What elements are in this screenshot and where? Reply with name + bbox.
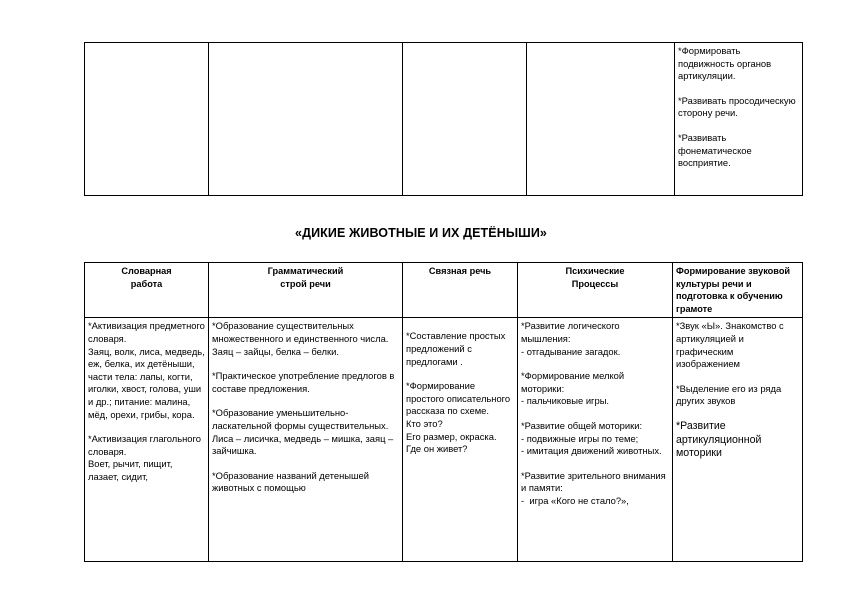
cell-text: *Формирование мелкой моторики: - пальчиковые игры.	[521, 370, 625, 407]
top-cell-2	[209, 43, 403, 196]
cell-text: *Развитие артикуляционной моторики	[676, 419, 765, 460]
top-cell-text: *Формировать подвижность органов артикуляции.	[678, 45, 774, 82]
top-cell-text: *Развивать просодическую сторону речи.	[678, 94, 799, 119]
top-cell-1	[85, 43, 209, 196]
cell-sound-culture	[673, 318, 803, 562]
cell-text: *Выделение его из ряда других звуков	[676, 382, 784, 407]
cell-mental-processes	[518, 318, 673, 562]
top-cell-text: *Развивать фонематическое восприятие.	[678, 131, 755, 169]
header-vocabulary: Словарная работа	[85, 263, 209, 318]
cell-text: *Образование существительных множественного и единственного числа. Заяц – зайцы, белка – белки.	[212, 320, 389, 357]
top-table	[84, 42, 803, 196]
top-cell-4	[527, 43, 675, 196]
cell-text: *Активизация предметного словаря. Заяц, волк, лиса, медведь, еж, белка, их детёныши, части тела: лапы, когти, иголки, хвост, голова, уши и др.; питание: малина, мёд, орехи, грибы, кора.	[88, 320, 205, 420]
cell-text: *Образование уменьшительно-ласкательной формы существительных. Лиса – лисичка, медведь – мишка, заяц – зайчишка.	[212, 407, 394, 457]
header-connected-speech: Связная речь	[403, 263, 518, 318]
cell-text: *Образование названий детенышей животных с помощью	[212, 469, 372, 494]
cell-connected-speech	[403, 318, 518, 562]
cell-text: *Развитие логического мышления: - отгадывание загадок.	[521, 320, 621, 357]
header-sound-culture: Формирование звуковой культуры речи и подготовка к обучению грамоте	[673, 263, 803, 318]
cell-text: *Звук «Ы». Знакомство с артикуляцией и графическим изображением	[676, 320, 787, 370]
header-mental-processes: Психические Процессы	[518, 263, 673, 318]
cell-text: *Развитие зрительного внимания и памяти: - игра «Кого не стало?»,	[521, 469, 666, 506]
cell-text: *Развитие общей моторики: - подвижные игры по теме; - имитация движений животных.	[521, 419, 662, 457]
top-cell-5	[675, 43, 803, 196]
cell-grammar	[209, 318, 403, 562]
header-grammar: Грамматический строй речи	[209, 263, 403, 318]
cell-text: *Активизация глагольного словаря. Воет, рычит, пищит, лазает, сидит,	[88, 433, 201, 482]
cell-text: *Составление простых предложений с предлогами .	[406, 330, 508, 367]
cell-vocabulary	[85, 318, 209, 562]
section-title: «ДИКИЕ ЖИВОТНЫЕ И ИХ ДЕТЁНЫШИ»	[295, 226, 547, 240]
plan-table	[84, 262, 803, 562]
top-cell-3	[403, 43, 527, 196]
cell-text: *Практическое употребление предлогов в составе предложения.	[212, 370, 397, 394]
cell-text: *Формирование простого описательного рассказа по схеме. Кто это? Его размер, окраска. Где он живет?	[406, 380, 511, 455]
